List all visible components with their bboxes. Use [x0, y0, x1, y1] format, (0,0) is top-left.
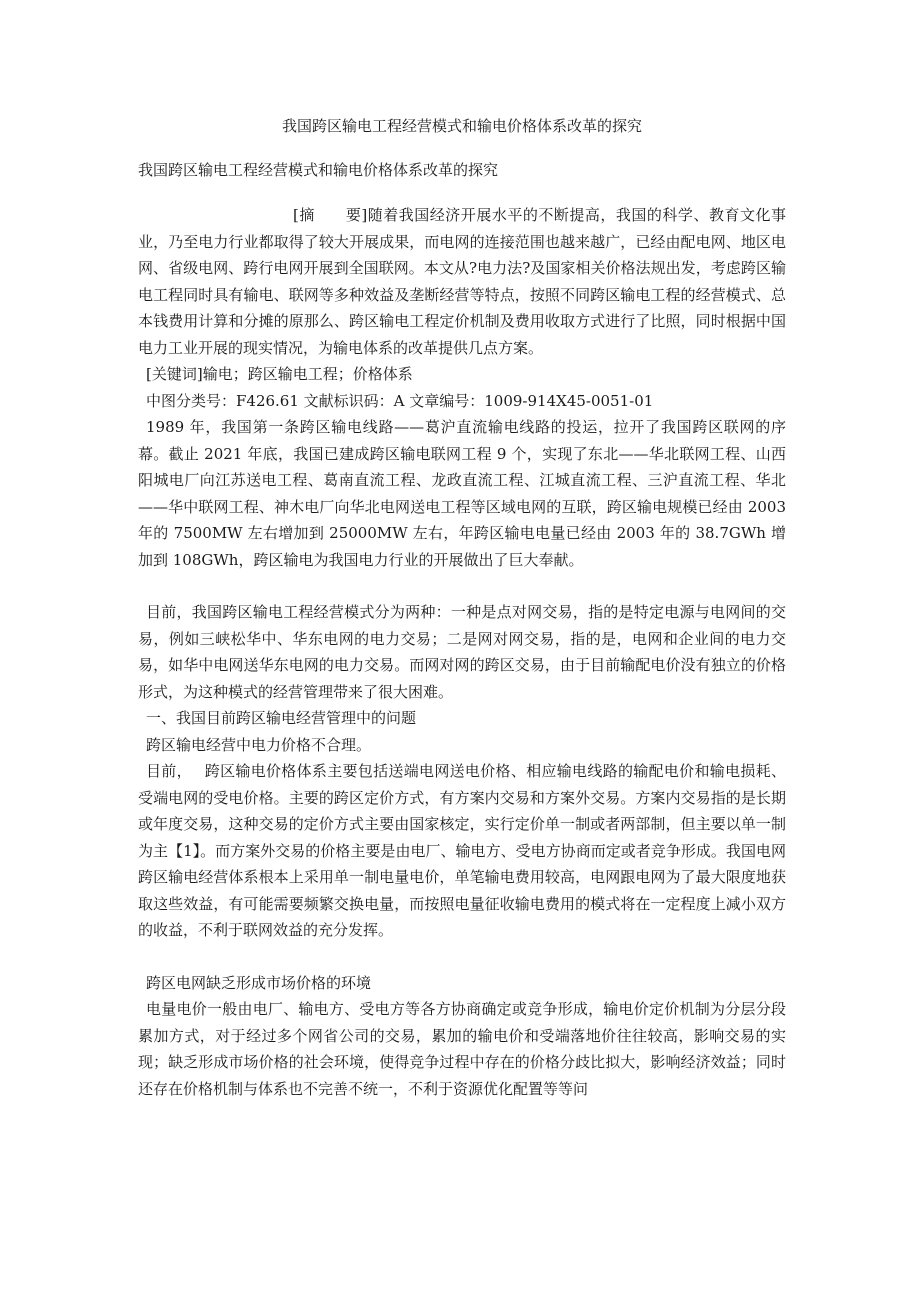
- document-title: 我国跨区输电工程经营模式和输电价格体系改革的探究: [281, 117, 642, 135]
- subheading-market-environment: 跨区电网缺乏形成市场价格的环境: [146, 973, 372, 992]
- paragraph-1989: 1989 年，我国第一条跨区输电线路——葛沪直流输电线路的投运，拉开了我国跨区联网的序幕。截止 2021 年底，我国已建成跨区输电联网工程 9 个，实现了东北——华北联网工程、山西阳城电厂向江苏送电工程、葛南直流工程、龙政直流工程、江城直流工程、三沪直流工程、华北——华中联网工程、神木电厂向华北电网送电工程等区域电网的互联，跨区输电规模已经由 2003 年的 7500MW 左右增加到 25000MW 左右，年跨区输电电量已经由 2003 年的 38.7GWh 增加到 108GWh，跨区输电为我国电力行业的开展做出了巨大奉献。: [138, 418, 786, 569]
- paragraph-price-system: 目前， 跨区输电价格体系主要包括送端电网送电价格、相应输电线路的输配电价和输电损耗、受端电网的受电价格。主要的跨区定价方式，有方案内交易和方案外交易。方案内交易指的是长期或年度交易，这种交易的定价方式主要由国家核定，实行定价单一制或者两部制，但主要以单一制为主【1】。而方案外交易的价格主要是由电厂、输电方、受电方协商而定或者竞争形成。我国电网跨区输电经营体系根本上采用单一制电量电价，单笔输电费用较高，电网跟电网为了最大限度地获取这些效益，有可能需要频繁交换电量，而按照电量征收输电费用的模式将在一定程度上减小双方的收益，不利于联网效益的充分发挥。: [138, 762, 786, 939]
- classification-line: 中图分类号：F426.61 文献标识码：A 文章编号：1009-914X45-0051-01: [146, 391, 654, 410]
- subheading-price-issue: 跨区输电经营中电力价格不合理。: [146, 735, 372, 754]
- paragraph-market-price: 电量电价一般由电厂、输电方、受电方等各方协商确定或竞争形成，输电价定价机制为分层分段累加方式，对于经过多个网省公司的交易，累加的输电价和受端落地价往往较高，影响交易的实现；缺乏形成市场价格的社会环境，使得竞争过程中存在的价格分歧比拟大，影响经济效益；同时还存在价格机制与体系也不完善不统一，不利于资源优化配置等等问: [138, 1000, 786, 1098]
- section-heading-1: 一、我国目前跨区输电经营管理中的问题: [146, 709, 417, 727]
- document-page: [138, 114, 786, 1102]
- document-subtitle: 我国跨区输电工程经营模式和输电价格体系改革的探究: [138, 161, 499, 179]
- keywords-line: [关键词]输电；跨区输电工程；价格体系: [146, 365, 413, 383]
- abstract-paragraph: [摘 要]随着我国经济开展水平的不断提高，我国的科学、教育文化事业，乃至电力行业都取得了较大开展成果，而电网的连接范围也越来越广，已经由配电网、地区电网、省级电网、跨行电网开展到全国联网。本文从?电力法?及国家相关价格法规出发，考虑跨区输电工程同时具有输电、联网等多种效益及垄断经营等特点，按照不同跨区输电工程的经营模式、总本钱费用计算和分摊的原那么、跨区输电工程定价机制及费用收取方式进行了比照，同时根据中国电力工业开展的现实情况，为输电体系的改革提供几点方案。: [138, 206, 786, 357]
- paragraph-business-mode: 目前，我国跨区输电工程经营模式分为两种：一种是点对网交易，指的是特定电源与电网间的交易，例如三峡松华中、华东电网的电力交易；二是网对网交易，指的是，电网和企业间的电力交易，如华中电网送华东电网的电力交易。而网对网的跨区交易，由于目前输配电价没有独立的价格形式，为这种模式的经营管理带来了很大困难。: [138, 603, 786, 701]
